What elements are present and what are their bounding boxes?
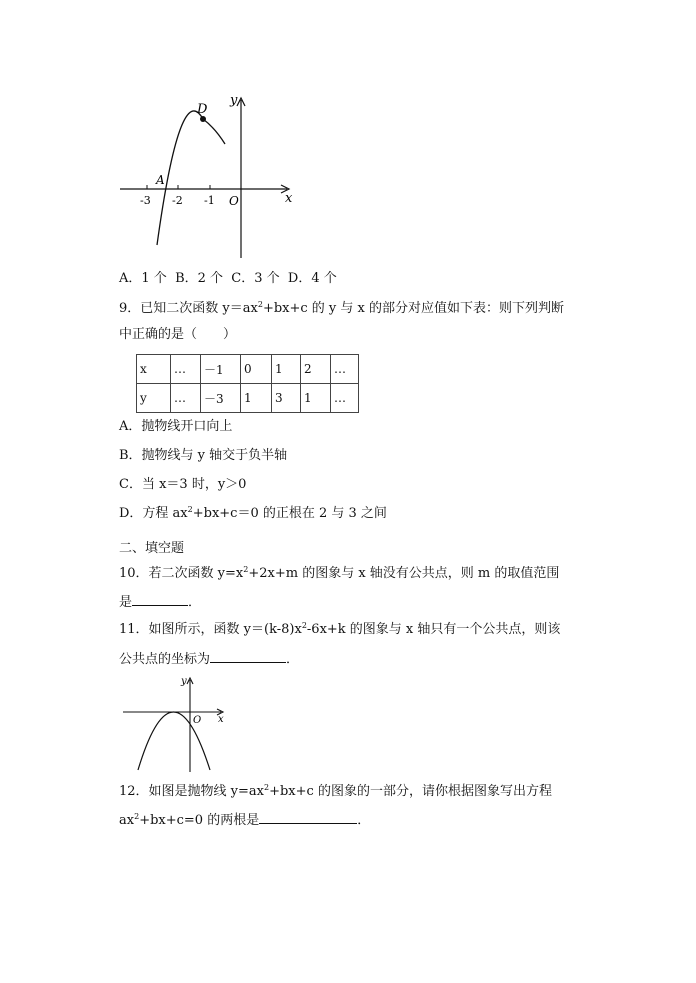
q12-answer-blank[interactable] bbox=[259, 810, 357, 824]
q8-option-a: A．1 个 bbox=[119, 271, 167, 286]
q8-option-c: C．3 个 bbox=[231, 271, 280, 286]
label-origin: O bbox=[193, 715, 202, 726]
label-y: y bbox=[230, 93, 238, 108]
q9-option-a: A．抛物线开口向上 bbox=[119, 419, 233, 434]
q8-options bbox=[119, 270, 337, 288]
q8-option-b: B．2 个 bbox=[175, 271, 224, 286]
label-a: A bbox=[156, 173, 165, 187]
label-x: x bbox=[285, 191, 293, 206]
label-y: y bbox=[181, 676, 187, 687]
q10-stem-line1: 10．若二次函数 $y=x^2+2x+m$ 的图象与 x 轴没有公共点，则 m 的取值范围 bbox=[119, 565, 560, 581]
q12-stem-line2: $ax^2+bx+c=0$ 的两根是 ． bbox=[119, 812, 371, 828]
label-x: x bbox=[218, 714, 224, 725]
q11-stem-line2: 公共点的坐标为 ． bbox=[119, 649, 299, 669]
q10-stem-line2: 是 ． bbox=[119, 592, 201, 612]
table-row: y … －3 1 3 1 … bbox=[137, 384, 359, 413]
q9-option-c: C．当 x＝3 时，y＞0 bbox=[119, 477, 247, 492]
tick-label: -2 bbox=[172, 194, 183, 207]
label-d: D bbox=[197, 102, 208, 117]
q11-stem-line1: 11．如图所示，函数 $y=(k-8)x^2-6x+k$ 的图象与 x 轴只有一个公共点，则该 bbox=[119, 621, 561, 637]
q11-answer-blank[interactable] bbox=[210, 649, 286, 663]
q9-option-d: D．方程 $ax^2+bx+c=0$ 的正根在 2 与 3 之间 bbox=[119, 505, 387, 521]
q10-answer-blank[interactable] bbox=[132, 592, 188, 606]
figure-parabola-1 bbox=[115, 88, 305, 263]
q9-stem-line1: 9．已知二次函数 $y=ax^2+bx+c$ 的 y 与 x 的部分对应值如下表：则下列判断 bbox=[119, 300, 564, 316]
label-origin: O bbox=[229, 194, 239, 208]
tick-label: -1 bbox=[204, 194, 215, 207]
q9-stem-line2: 中正确的是（ ） bbox=[119, 327, 237, 342]
table-row: x … －1 0 1 2 … bbox=[137, 355, 359, 384]
figure-parabola-2 bbox=[118, 674, 233, 774]
section-title: 二、填空题 bbox=[119, 541, 185, 556]
q8-option-d: D．4 个 bbox=[287, 271, 337, 286]
q9-value-table bbox=[136, 354, 359, 413]
q9-option-b: B．抛物线与 y 轴交于负半轴 bbox=[119, 448, 288, 463]
tick-label: -3 bbox=[140, 194, 151, 207]
q12-stem-line1: 12．如图是抛物线 $y=ax^2+bx+c$ 的图象的一部分，请你根据图象写出方程 bbox=[119, 783, 552, 799]
parabola-curve bbox=[157, 111, 225, 245]
